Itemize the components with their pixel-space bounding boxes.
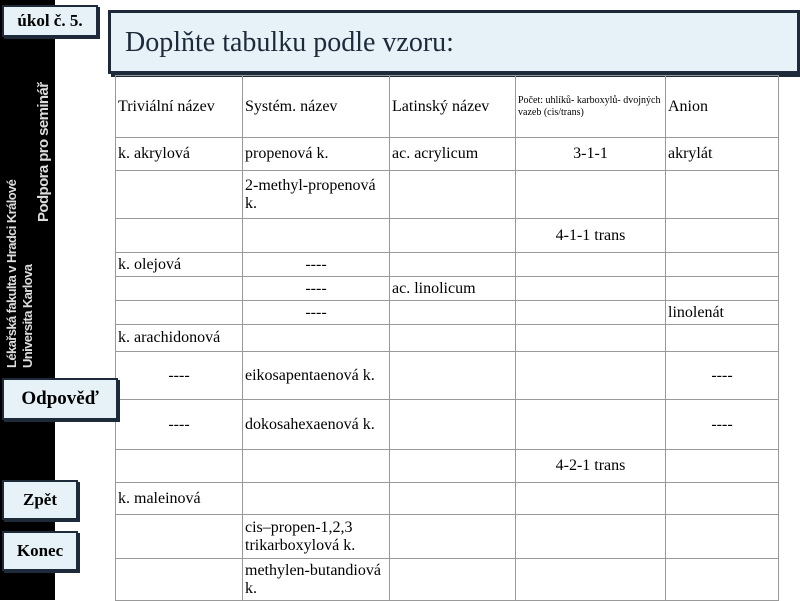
table-cell: akrylát (666, 138, 779, 171)
table-cell[interactable] (116, 450, 243, 483)
table-cell[interactable] (243, 325, 390, 352)
table-cell[interactable] (390, 400, 516, 450)
table-cell: 3-1-1 (516, 138, 666, 171)
table-cell: k. akrylová (116, 138, 243, 171)
table-cell[interactable] (666, 450, 779, 483)
table-row (116, 325, 779, 352)
column-header: Triviální název (116, 76, 243, 138)
table-cell[interactable] (116, 559, 243, 601)
table-cell[interactable] (390, 325, 516, 352)
fatty-acid-table (115, 75, 779, 601)
table-cell[interactable] (116, 301, 243, 325)
table-cell: cis–propen-1,2,3 trikarboxylová k. (243, 515, 390, 559)
column-header: Anion (666, 76, 779, 138)
table-cell: 2-methyl-propenová k. (243, 171, 390, 219)
table-cell: ---- (116, 352, 243, 400)
table-cell[interactable] (390, 352, 516, 400)
table-cell[interactable] (516, 483, 666, 515)
table-cell[interactable] (390, 219, 516, 253)
answer-button[interactable]: Odpověď (2, 378, 118, 420)
table-cell: 4-1-1 trans (516, 219, 666, 253)
table-cell[interactable] (516, 400, 666, 450)
table-cell[interactable] (516, 301, 666, 325)
table-row (116, 515, 779, 559)
table-cell[interactable] (390, 171, 516, 219)
back-button[interactable]: Zpět (2, 480, 78, 520)
table-cell: ---- (243, 253, 390, 277)
table-cell[interactable] (666, 253, 779, 277)
table-cell[interactable] (666, 277, 779, 301)
table-cell[interactable] (243, 219, 390, 253)
column-header: Latinský název (390, 76, 516, 138)
table-row (116, 352, 779, 400)
table-cell[interactable] (516, 325, 666, 352)
table-cell[interactable] (243, 450, 390, 483)
table-cell: propenová k. (243, 138, 390, 171)
table-cell[interactable] (390, 515, 516, 559)
table-cell[interactable] (116, 515, 243, 559)
table-cell: k. maleinová (116, 483, 243, 515)
table-row (116, 450, 779, 483)
table-cell[interactable] (666, 515, 779, 559)
table-row (116, 253, 779, 277)
table-cell: methylen-butandiová k. (243, 559, 390, 601)
table-cell[interactable] (390, 483, 516, 515)
table-cell: k. arachidonová (116, 325, 243, 352)
table-cell: linolenát (666, 301, 779, 325)
table-row (116, 559, 779, 601)
table-row (116, 219, 779, 253)
table-cell[interactable] (666, 219, 779, 253)
table-row (116, 301, 779, 325)
table-cell[interactable] (516, 253, 666, 277)
table-cell: ---- (243, 277, 390, 301)
table-cell[interactable] (116, 219, 243, 253)
university-name: Universita Karlova (20, 264, 35, 368)
table-cell[interactable] (516, 515, 666, 559)
table-cell[interactable] (666, 483, 779, 515)
table-cell: eikosapentaenová k. (243, 352, 390, 400)
table-cell[interactable] (516, 171, 666, 219)
column-header: Počet: uhlíků- karboxylů- dvojných vazeb (cis/trans) (516, 76, 666, 138)
task-label: úkol č. 5. (2, 5, 98, 37)
table-row (116, 400, 779, 450)
title-box (108, 10, 800, 74)
table-cell[interactable] (516, 559, 666, 601)
table-cell: k. olejová (116, 253, 243, 277)
table-cell[interactable] (666, 171, 779, 219)
table-cell: ---- (666, 352, 779, 400)
table-cell: 4-2-1 trans (516, 450, 666, 483)
table-cell[interactable] (516, 352, 666, 400)
table-row (116, 277, 779, 301)
table-cell[interactable] (390, 253, 516, 277)
faculty-name: Lékařská fakulta v Hradci Králové (4, 179, 19, 368)
table-cell[interactable] (666, 559, 779, 601)
table-cell[interactable] (516, 277, 666, 301)
table-cell[interactable] (116, 171, 243, 219)
table-cell[interactable] (390, 301, 516, 325)
table-cell: ac. linolicum (390, 277, 516, 301)
table-cell: ---- (666, 400, 779, 450)
page-title: Doplňte tabulku podle vzoru: (125, 27, 454, 58)
table-cell: ---- (243, 301, 390, 325)
table-row (116, 483, 779, 515)
column-header: Systém. název (243, 76, 390, 138)
seminar-label: Podpora pro seminář (35, 82, 52, 222)
table-cell[interactable] (390, 559, 516, 601)
table-cell[interactable] (243, 483, 390, 515)
table-row (116, 138, 779, 171)
table-cell[interactable] (390, 450, 516, 483)
table-cell: dokosahexaenová k. (243, 400, 390, 450)
table-header-row (116, 76, 779, 138)
table-row (116, 171, 779, 219)
end-button[interactable]: Konec (2, 531, 78, 571)
table-cell: ---- (116, 400, 243, 450)
table-cell[interactable] (116, 277, 243, 301)
table-cell: ac. acrylicum (390, 138, 516, 171)
table-cell[interactable] (666, 325, 779, 352)
